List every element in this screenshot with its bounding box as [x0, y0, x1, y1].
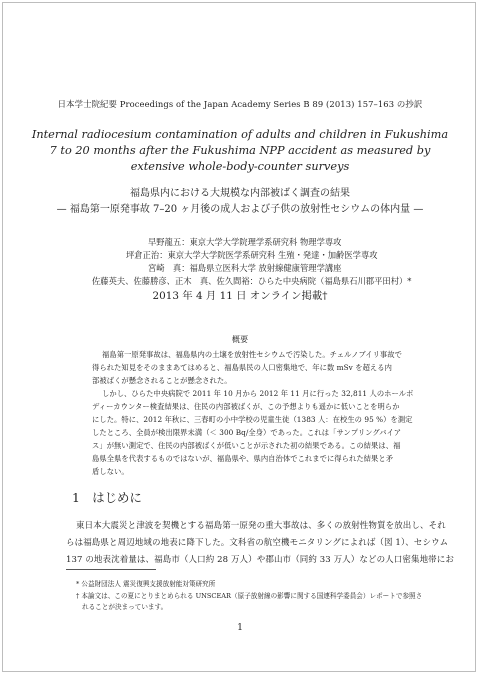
japanese-subtitle: — 福島第一原発事故 7–20 ヶ月後の成人および子供の放射性セシウムの体内量 —: [56, 204, 424, 215]
author-line-1: 早野龍五：東京大学大学院理学系研究科 物理学専攻: [148, 237, 342, 247]
body-line-2: らは福島県と周辺地域の地表に降下した。文科省の航空機モニタリングによれば（図 1）、セシウム: [66, 538, 449, 548]
footnote-rule: [66, 569, 156, 570]
abstract-line-2: 得られた知見をそのままあてはめると、福島県民の人口密集地で、年に数 mSv を超える内: [92, 363, 392, 372]
footnote-1: * 公益財団法人 震災復興支援放射能対策研究所: [76, 580, 216, 588]
abstract-line-1: 福島第一原発事故は、福島県内の土壌を放射性セシウムで汚染した。チェルノブイリ事故で: [102, 350, 402, 359]
body-line-3: 137 の地表沈着量は、福島市（人口約 28 万人）や郡山市（同約 33 万人）などの人口密集地帯にお: [66, 555, 454, 565]
english-title-line-2: 7 to 20 months after the Fukushima NPP accident as measured by: [49, 144, 431, 157]
english-title-line-3: extensive whole-body-counter surveys: [130, 160, 350, 173]
abstract-line-6: にした。特に、2012 年秋に、三春町の小中学校の児童生徒（1383 人：在校生の 95 %）を測定: [92, 415, 413, 424]
page-number: 1: [237, 622, 243, 633]
author-line-4: 佐藤英夫、佐藤勝彦、正木 真、佐久間裕：ひらた中央病院（福島県石川郡平田村）*: [92, 276, 412, 286]
japanese-title: 福島県内における大規模な内部被ばく調査の結果: [130, 188, 350, 199]
abstract-line-8: ス」が無い測定で、住民の内部被ばくが低いことが示された初の結果である。この結果は、福: [92, 441, 401, 450]
body-line-1: 東日本大震災と津波を契機とする福島第一原発の重大事故は、多くの放射性物質を放出し、それ: [76, 521, 446, 531]
abstract-line-10: 盾しない。: [92, 467, 129, 476]
journal-header: 日本学士院紀要 Proceedings of the Japan Academy Series B 89 (2013) 157–163 の抄訳: [57, 99, 423, 109]
author-line-2: 坪倉正治：東京大学大学院医学系研究科 生殖・発達・加齢医学専攻: [126, 250, 378, 260]
author-line-3: 宮崎 真：福島県立医科大学 放射線健康管理学講座: [148, 263, 342, 273]
publication-date: 2013 年 4 月 11 日 オンライン掲載†: [152, 290, 328, 302]
footnote-2: † 本論文は、この夏にとりまとめられる UNSCEAR（原子放射線の影響に関する国連科学委員会）レポートで参照さ: [76, 592, 423, 600]
abstract-line-4: しかし、ひらた中央病院で 2011 年 10 月から 2012 年 11 月に行った 32,811 人のホールボ: [102, 389, 414, 398]
abstract-heading: 概要: [231, 334, 249, 344]
footnote-2-continued: れることが決まっています。: [82, 603, 168, 611]
section-heading: 1 はじめに: [72, 490, 142, 505]
abstract-line-3: 部被ばくが懸念されることが懸念された。: [92, 376, 232, 385]
abstract-line-5: ディーカウンター検査結果は、住民の内部被ばくが、この予想よりも遥かに低いことを明らか: [92, 402, 400, 411]
abstract-line-7: したところ、全員が検出限界未満（＜ 300 Bq/全身）であった。これは「サンプリングバイア: [92, 428, 402, 437]
abstract-line-9: 島県全県を代表するものではないが、福島県や、県内自治体でこれまでに得られた結果と矛: [92, 454, 394, 463]
english-title-line-1: Internal radiocesium contamination of adults and children in Fukushima: [31, 128, 449, 141]
